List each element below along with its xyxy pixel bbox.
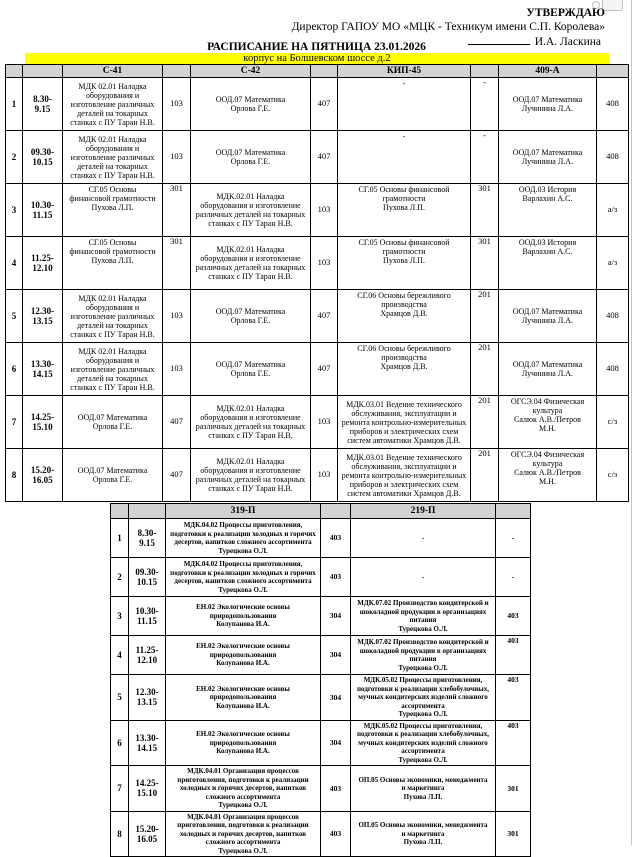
room-cell: 201 — [471, 449, 499, 502]
lesson-cell: МДК.02.01 Наладка оборудования и изготовление различных деталей на токарных станках с ПУ Таран Н.В. — [191, 449, 311, 502]
room-cell: 301 — [163, 237, 191, 290]
time-slot: 12.30- 13.15 — [129, 675, 166, 721]
row-number: 1 — [111, 519, 129, 558]
room-cell: с/з — [597, 396, 629, 449]
room-cell: 403 — [496, 597, 531, 636]
room-cell: 103 — [163, 343, 191, 396]
row-number: 4 — [6, 237, 23, 290]
room-cell: 103 — [163, 290, 191, 343]
room-cell: 103 — [163, 131, 191, 184]
lesson-cell: ООД.07 Математика Лучинина Л.А. — [499, 290, 597, 343]
schedule-row — [111, 766, 531, 812]
lesson-cell: МДК 02.01 Наладка оборудования и изготовление различных деталей на токарных станках с ПУ Таран Н.В. — [63, 290, 163, 343]
schedule-row — [111, 811, 531, 857]
signature-name: И.А. Ласкина — [534, 36, 601, 48]
schedule-row — [111, 636, 531, 675]
room-cell: 103 — [311, 449, 338, 502]
schedule-row — [6, 237, 629, 290]
room-cell: 403 — [321, 811, 351, 857]
lesson-cell: МДК.03.01 Ведение технического обслуживания, эксплуатации и ремонта контрольно-измерительных приборов и электрических схем систем автоматики Храмцов Д.В. — [338, 449, 471, 502]
room-cell: 304 — [321, 720, 351, 766]
schedule-row — [111, 675, 531, 721]
lesson-cell: ОГСЭ.04 Физическая культура Салюк А.В./Петров М.Н. — [499, 449, 597, 502]
lesson-cell: МДК.02.01 Наладка оборудования и изготовление различных деталей на токарных станках с ПУ Таран Н.В. — [191, 237, 311, 290]
lesson-cell: МДК.02.01 Наладка оборудования и изготовление различных деталей на токарных станках с ПУ Таран Н.В. — [191, 396, 311, 449]
time-slot: 11.25- 12.10 — [129, 636, 166, 675]
lesson-cell: ООД.07 Математика Лучинина Л.А. — [499, 131, 597, 184]
header-room-cell — [597, 65, 629, 78]
row-number: 2 — [111, 558, 129, 597]
lesson-cell: - — [338, 131, 471, 184]
room-cell: - — [471, 131, 499, 184]
time-slot: 10.30- 11.15 — [129, 597, 166, 636]
lesson-cell: ООД.07 Математика Орлова Г.Е. — [191, 78, 311, 131]
lesson-cell: МДК.02.01 Наладка оборудования и изготовление различных деталей на токарных станках с ПУ Таран Н.В. — [191, 184, 311, 237]
row-number: 7 — [6, 396, 23, 449]
row-number: 3 — [111, 597, 129, 636]
room-cell: 301 — [496, 811, 531, 857]
lesson-cell: ООД.07 Математика Орлова Г.Е. — [191, 290, 311, 343]
lesson-cell: ОП.05 Основы экономики, менеджмента и маркетинга Пухова Л.П. — [351, 811, 496, 857]
room-cell: 301 — [471, 184, 499, 237]
room-cell: 403 — [321, 558, 351, 597]
room-cell: а/з — [597, 184, 629, 237]
lesson-cell: СГ.05 Основы финансовой грамотности Пухова Л.П. — [63, 237, 163, 290]
row-number: 7 — [111, 766, 129, 812]
schedule-table-lower — [110, 503, 531, 857]
schedule-row — [6, 290, 629, 343]
room-cell: 408 — [597, 343, 629, 396]
page-corner-artifact — [602, 0, 623, 11]
room-cell: 201 — [471, 396, 499, 449]
campus-note: корпус на Болшевском шоссе д.2 — [25, 53, 609, 65]
room-cell: 407 — [163, 449, 191, 502]
lesson-cell: - — [351, 519, 496, 558]
schedule-table-upper — [5, 64, 629, 502]
group-header: 319-П — [166, 504, 321, 519]
room-cell: 301 — [496, 766, 531, 812]
room-cell: - — [496, 519, 531, 558]
schedule-row — [6, 343, 629, 396]
room-cell: 407 — [311, 78, 338, 131]
header-num-cell — [6, 65, 23, 78]
room-cell: 201 — [471, 343, 499, 396]
row-number: 5 — [111, 675, 129, 721]
lesson-cell: ООД.07 Математика Лучинина Л.А. — [499, 78, 597, 131]
header-time-cell — [129, 504, 166, 519]
room-cell: 301 — [471, 237, 499, 290]
lesson-cell: - — [338, 78, 471, 131]
room-cell: 407 — [163, 396, 191, 449]
lesson-cell: ООД.07 Математика Орлова Г.Е. — [63, 396, 163, 449]
room-cell: 408 — [597, 78, 629, 131]
schedule-row — [6, 131, 629, 184]
lesson-cell: ОП.05 Основы экономики, менеджмента и маркетинга Пухова Л.П. — [351, 766, 496, 812]
room-cell: 407 — [311, 131, 338, 184]
time-slot: 14.25- 15.10 — [129, 766, 166, 812]
time-slot: 14.25- 15.10 — [23, 396, 63, 449]
schedule-row — [111, 597, 531, 636]
room-cell: 103 — [311, 396, 338, 449]
lesson-cell: СГ.06 Основы бережливого производства Храмцов Д.В. — [338, 343, 471, 396]
page-title: РАСПИСАНИЕ НА ПЯТНИЦА 23.01.2026 — [207, 41, 426, 53]
lesson-cell: ООД.07 Математика Орлова Г.Е. — [191, 131, 311, 184]
group-header: КИП-45 — [338, 65, 471, 78]
time-slot: 09.30- 10.15 — [129, 558, 166, 597]
room-cell: 403 — [496, 675, 531, 721]
lesson-cell: СГ.05 Основы финансовой грамотности Пухова Л.П. — [63, 184, 163, 237]
schedule-row — [111, 558, 531, 597]
schedule-row — [6, 396, 629, 449]
approve-line: УТВЕРЖДАЮ — [526, 7, 605, 19]
group-header: С-42 — [191, 65, 311, 78]
lesson-cell: ООД.07 Математика Орлова Г.Е. — [191, 343, 311, 396]
room-cell: 407 — [311, 290, 338, 343]
lesson-cell: МДК.04.02 Процессы приготовления, подготовки к реализации холодных и горячих десертов, напитков сложного ассортимента Турецкова О.Л. — [166, 519, 321, 558]
room-cell: с/з — [597, 449, 629, 502]
schedule-row — [111, 519, 531, 558]
lesson-cell: МДК 02.01 Наладка оборудования и изготовление различных деталей на токарных станках с ПУ Таран Н.В. — [63, 343, 163, 396]
header-room-cell — [496, 504, 531, 519]
row-number: 6 — [6, 343, 23, 396]
lesson-cell: ЕН.02 Экологические основы природопользования Колупанова И.А. — [166, 636, 321, 675]
time-slot: 8.30- 9.15 — [129, 519, 166, 558]
lesson-cell: МДК 02.01 Наладка оборудования и изготовление различных деталей на токарных станках с ПУ Таран Н.В. — [63, 78, 163, 131]
room-cell: 403 — [321, 519, 351, 558]
lesson-cell: МДК.05.02 Процессы приготовления, подготовки к реализации хлебобулочных, мучных кондитерских изделий сложного ассортимента Турецкова О.Л. — [351, 675, 496, 721]
room-cell: 403 — [496, 720, 531, 766]
lesson-cell: - — [351, 558, 496, 597]
room-cell: 304 — [321, 636, 351, 675]
room-cell: 301 — [163, 184, 191, 237]
lesson-cell: ООД.03 История Варлахин А.С. — [499, 237, 597, 290]
lesson-cell: СГ.06 Основы бережливого производства Храмцов Д.В. — [338, 290, 471, 343]
room-cell: а/з — [597, 237, 629, 290]
lesson-cell: ЕН.02 Экологические основы природопользования Колупанова И.А. — [166, 597, 321, 636]
lesson-cell: МДК.03.01 Ведение технического обслуживания, эксплуатации и ремонта контрольно-измерительных приборов и электрических схем систем автоматики Храмцов Д.В. — [338, 396, 471, 449]
lesson-cell: ЕН.02 Экологические основы природопользования Колупанова И.А. — [166, 675, 321, 721]
header-room-cell — [321, 504, 351, 519]
page-edge-line — [631, 0, 632, 845]
lesson-cell: МДК.04.02 Процессы приготовления, подготовки к реализации холодных и горячих десертов, напитков сложного ассортимента Турецкова О.Л. — [166, 558, 321, 597]
time-slot: 15.20- 16.05 — [23, 449, 63, 502]
lesson-cell: СГ.05 Основы финансовой грамотности Пухова Л.П. — [338, 184, 471, 237]
room-cell: 201 — [471, 290, 499, 343]
room-cell: 304 — [321, 597, 351, 636]
row-number: 8 — [6, 449, 23, 502]
row-number: 2 — [6, 131, 23, 184]
lesson-cell: ООД.03 История Варлахин А.С. — [499, 184, 597, 237]
header-room-cell — [471, 65, 499, 78]
lesson-cell: МДК.07.02 Производство кондитерской и шоколадной продукции в организациях питания Турецкова О.Л. — [351, 636, 496, 675]
room-cell: 408 — [597, 131, 629, 184]
lesson-cell: ОГСЭ.04 Физическая культура Салюк А.В./Петров М.Н. — [499, 396, 597, 449]
room-cell: 408 — [597, 290, 629, 343]
lesson-cell: МДК.07.02 Производство кондитерской и шоколадной продукции в организациях питания Турецкова О.Л. — [351, 597, 496, 636]
time-slot: 12.30- 13.15 — [23, 290, 63, 343]
row-number: 5 — [6, 290, 23, 343]
header-room-cell — [311, 65, 338, 78]
time-slot: 09.30- 10.15 — [23, 131, 63, 184]
row-number: 6 — [111, 720, 129, 766]
lesson-cell: МДК 02.01 Наладка оборудования и изготовление различных деталей на токарных станках с ПУ Таран Н.В. — [63, 131, 163, 184]
lesson-cell: СГ.05 Основы финансовой грамотности Пухова Л.П. — [338, 237, 471, 290]
schedule-row — [6, 449, 629, 502]
row-number: 3 — [6, 184, 23, 237]
header-room-cell — [163, 65, 191, 78]
lesson-cell: ООД.07 Математика Орлова Г.Е. — [63, 449, 163, 502]
lesson-cell: МДК.04.01 Организация процессов приготовления, подготовки к реализации холодных и горячих десертов, напитков сложного ассортимента Турецкова О.Л. — [166, 811, 321, 857]
room-cell: 407 — [311, 343, 338, 396]
row-number: 1 — [6, 78, 23, 131]
lesson-cell: МДК.04.01 Организация процессов приготовления, подготовки к реализации холодных и горячих десертов, напитков сложного ассортимента Турецкова О.Л. — [166, 766, 321, 812]
group-header: 409-А — [499, 65, 597, 78]
schedule-row — [6, 184, 629, 237]
lesson-cell: ООД.07 Математика Лучинина Л.А. — [499, 343, 597, 396]
time-slot: 15.20- 16.05 — [129, 811, 166, 857]
time-slot: 11.25- 12.10 — [23, 237, 63, 290]
row-number: 4 — [111, 636, 129, 675]
schedule-row — [6, 78, 629, 131]
lesson-cell: МДК.05.02 Процессы приготовления, подготовки к реализации хлебобулочных, мучных кондитерских изделий сложного ассортимента Турецкова О.Л. — [351, 720, 496, 766]
room-cell: 304 — [321, 675, 351, 721]
time-slot: 13.30- 14.15 — [23, 343, 63, 396]
room-cell: - — [496, 558, 531, 597]
row-number: 8 — [111, 811, 129, 857]
schedule-row — [111, 720, 531, 766]
time-slot: 13.30- 14.15 — [129, 720, 166, 766]
time-slot: 8.30- 9.15 — [23, 78, 63, 131]
room-cell: 103 — [311, 184, 338, 237]
group-header: 219-П — [351, 504, 496, 519]
header-time-cell — [23, 65, 63, 78]
room-cell: 103 — [163, 78, 191, 131]
director-line: Директор ГАПОУ МО «МЦК - Техникум имени С.П. Королева» — [291, 21, 605, 33]
room-cell: 403 — [496, 636, 531, 675]
lesson-cell: ЕН.02 Экологические основы природопользования Колупанова И.А. — [166, 720, 321, 766]
group-header: С-41 — [63, 65, 163, 78]
room-cell: - — [471, 78, 499, 131]
header-num-cell — [111, 504, 129, 519]
room-cell: 103 — [311, 237, 338, 290]
time-slot: 10.30- 11.15 — [23, 184, 63, 237]
room-cell: 403 — [321, 766, 351, 812]
